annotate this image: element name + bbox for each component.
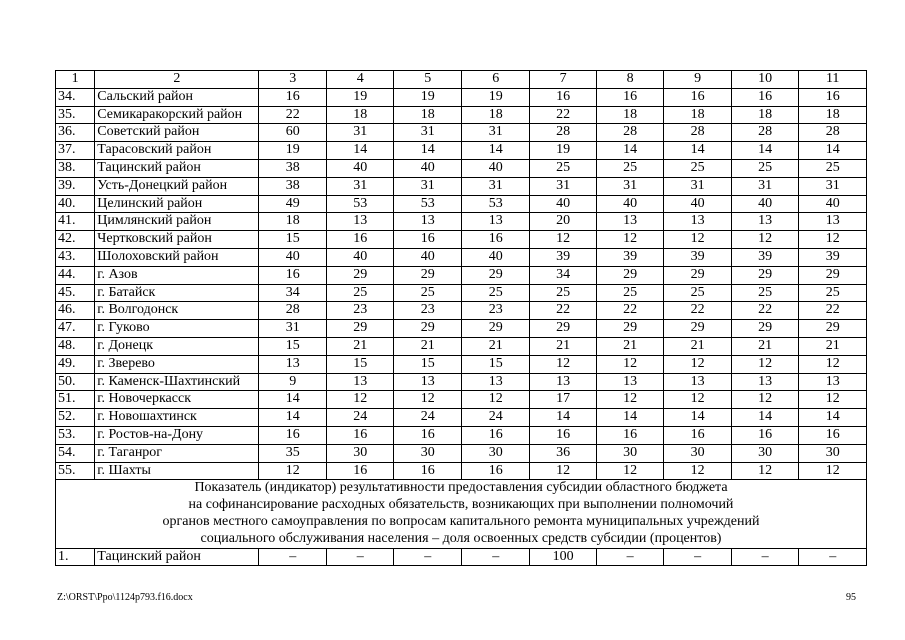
row-value: 16 bbox=[394, 462, 461, 480]
row-value: 29 bbox=[326, 266, 393, 284]
row-value: 29 bbox=[664, 320, 731, 338]
row-value: 12 bbox=[530, 462, 596, 480]
row-value: 16 bbox=[596, 426, 663, 444]
row-name: Сальский район bbox=[95, 88, 259, 106]
row-value: 60 bbox=[259, 124, 326, 142]
row-value: 12 bbox=[731, 355, 798, 373]
row-number: 37. bbox=[56, 142, 95, 160]
row-value: 53 bbox=[461, 195, 530, 213]
header-cell: 7 bbox=[530, 71, 596, 89]
row-value: 12 bbox=[664, 391, 731, 409]
row-value: 14 bbox=[664, 409, 731, 427]
row-value: 16 bbox=[461, 426, 530, 444]
row-value: 28 bbox=[259, 302, 326, 320]
row-value: 19 bbox=[326, 88, 393, 106]
row-number: 43. bbox=[56, 248, 95, 266]
row-value: 12 bbox=[731, 391, 798, 409]
row-value: – bbox=[596, 548, 663, 566]
row-value: 31 bbox=[461, 177, 530, 195]
row-name: г. Таганрог bbox=[95, 444, 259, 462]
row-value: 12 bbox=[461, 391, 530, 409]
row-value: 18 bbox=[394, 106, 461, 124]
note-line: социального обслуживания населения – доля освоенных средств субсидии (процентов) bbox=[200, 530, 722, 546]
row-value: 28 bbox=[799, 124, 867, 142]
row-value: 31 bbox=[530, 177, 596, 195]
row-name: г. Донецк bbox=[95, 337, 259, 355]
row-value: 25 bbox=[664, 159, 731, 177]
row-value: 31 bbox=[799, 177, 867, 195]
row-name: Тацинский район bbox=[95, 159, 259, 177]
row-value: 25 bbox=[731, 159, 798, 177]
row-value: 40 bbox=[731, 195, 798, 213]
row-value: 30 bbox=[664, 444, 731, 462]
row-name: Целинский район bbox=[95, 195, 259, 213]
row-value: – bbox=[394, 548, 461, 566]
header-cell: 9 bbox=[664, 71, 731, 89]
row-number: 40. bbox=[56, 195, 95, 213]
row-number: 46. bbox=[56, 302, 95, 320]
row-number: 34. bbox=[56, 88, 95, 106]
row-number: 44. bbox=[56, 266, 95, 284]
row-value: 16 bbox=[326, 462, 393, 480]
row-value: 13 bbox=[461, 213, 530, 231]
row-value: 28 bbox=[596, 124, 663, 142]
row-value: 16 bbox=[664, 426, 731, 444]
row-value: 29 bbox=[664, 266, 731, 284]
row-value: 23 bbox=[394, 302, 461, 320]
row-value: 22 bbox=[799, 302, 867, 320]
row-value: 14 bbox=[799, 142, 867, 160]
note-line: Показатель (индикатор) результативности предоставления субсидии областного бюджета bbox=[194, 480, 728, 496]
table-row bbox=[56, 462, 867, 480]
row-value: 21 bbox=[664, 337, 731, 355]
row-value: 31 bbox=[731, 177, 798, 195]
row-value: 14 bbox=[326, 142, 393, 160]
row-value: 14 bbox=[259, 391, 326, 409]
row-value: – bbox=[731, 548, 798, 566]
row-name: г. Зверево bbox=[95, 355, 259, 373]
row-number: 41. bbox=[56, 213, 95, 231]
row-number: 55. bbox=[56, 462, 95, 480]
row-value: 12 bbox=[530, 231, 596, 249]
row-value: 25 bbox=[394, 284, 461, 302]
table-row bbox=[56, 355, 867, 373]
row-value: 29 bbox=[799, 266, 867, 284]
note-row bbox=[56, 480, 867, 548]
row-value: 12 bbox=[596, 231, 663, 249]
row-value: 31 bbox=[326, 177, 393, 195]
row-name: Семикаракорский район bbox=[95, 106, 259, 124]
row-value: 12 bbox=[394, 391, 461, 409]
table-row bbox=[56, 426, 867, 444]
row-number: 38. bbox=[56, 159, 95, 177]
row-name: г. Гуково bbox=[95, 320, 259, 338]
row-value: 13 bbox=[799, 213, 867, 231]
row-value: 17 bbox=[530, 391, 596, 409]
row-value: 100 bbox=[530, 548, 596, 566]
row-value: 12 bbox=[799, 231, 867, 249]
row-value: 24 bbox=[394, 409, 461, 427]
row-value: 13 bbox=[731, 373, 798, 391]
row-name: г. Ростов-на-Дону bbox=[95, 426, 259, 444]
table-row bbox=[56, 548, 867, 566]
table-row bbox=[56, 284, 867, 302]
row-value: 24 bbox=[461, 409, 530, 427]
row-value: 39 bbox=[530, 248, 596, 266]
row-value: 14 bbox=[731, 142, 798, 160]
row-value: 14 bbox=[664, 142, 731, 160]
row-value: 23 bbox=[461, 302, 530, 320]
row-number: 45. bbox=[56, 284, 95, 302]
row-value: 31 bbox=[664, 177, 731, 195]
table-row bbox=[56, 231, 867, 249]
row-value: 15 bbox=[326, 355, 393, 373]
row-value: 19 bbox=[259, 142, 326, 160]
row-value: 14 bbox=[530, 409, 596, 427]
row-value: 53 bbox=[394, 195, 461, 213]
row-value: 21 bbox=[530, 337, 596, 355]
row-value: 40 bbox=[394, 159, 461, 177]
header-cell: 10 bbox=[731, 71, 798, 89]
table-row bbox=[56, 444, 867, 462]
row-value: 40 bbox=[530, 195, 596, 213]
row-value: 18 bbox=[259, 213, 326, 231]
row-value: 14 bbox=[596, 142, 663, 160]
row-value: 16 bbox=[259, 266, 326, 284]
row-value: 34 bbox=[259, 284, 326, 302]
row-value: 28 bbox=[731, 124, 798, 142]
indicator-note bbox=[56, 480, 867, 548]
row-value: 16 bbox=[326, 231, 393, 249]
row-number: 36. bbox=[56, 124, 95, 142]
header-cell: 8 bbox=[596, 71, 663, 89]
footer-file-path: Z:\ORST\Ppo\1124p793.f16.docx bbox=[57, 592, 193, 603]
row-value: 30 bbox=[799, 444, 867, 462]
row-value: 13 bbox=[596, 373, 663, 391]
row-name: г. Волгодонск bbox=[95, 302, 259, 320]
row-value: 28 bbox=[664, 124, 731, 142]
footer-page-number: 95 bbox=[846, 592, 856, 603]
row-number: 52. bbox=[56, 409, 95, 427]
row-value: 13 bbox=[664, 213, 731, 231]
row-value: 24 bbox=[326, 409, 393, 427]
data-table bbox=[55, 70, 867, 566]
row-value: 39 bbox=[799, 248, 867, 266]
row-value: 21 bbox=[799, 337, 867, 355]
row-value: 12 bbox=[326, 391, 393, 409]
row-value: 14 bbox=[461, 142, 530, 160]
table-row bbox=[56, 159, 867, 177]
row-value: 12 bbox=[596, 462, 663, 480]
row-value: 29 bbox=[461, 266, 530, 284]
row-value: 13 bbox=[664, 373, 731, 391]
row-name: г. Новошахтинск bbox=[95, 409, 259, 427]
row-value: 12 bbox=[799, 391, 867, 409]
row-number: 39. bbox=[56, 177, 95, 195]
row-value: 29 bbox=[326, 320, 393, 338]
row-value: 16 bbox=[461, 231, 530, 249]
table-row bbox=[56, 373, 867, 391]
row-name: Советский район bbox=[95, 124, 259, 142]
row-value: 29 bbox=[596, 266, 663, 284]
header-cell: 5 bbox=[394, 71, 461, 89]
row-value: 29 bbox=[461, 320, 530, 338]
row-value: 19 bbox=[530, 142, 596, 160]
row-name: г. Каменск-Шахтинский bbox=[95, 373, 259, 391]
header-cell: 1 bbox=[56, 71, 95, 89]
row-value: 19 bbox=[394, 88, 461, 106]
row-value: 38 bbox=[259, 159, 326, 177]
row-value: 21 bbox=[731, 337, 798, 355]
row-value: 39 bbox=[596, 248, 663, 266]
row-value: 25 bbox=[731, 284, 798, 302]
row-value: 40 bbox=[664, 195, 731, 213]
row-value: 31 bbox=[461, 124, 530, 142]
row-number: 35. bbox=[56, 106, 95, 124]
row-value: 14 bbox=[259, 409, 326, 427]
row-number: 49. bbox=[56, 355, 95, 373]
row-value: 13 bbox=[461, 373, 530, 391]
row-value: 18 bbox=[326, 106, 393, 124]
row-value: 29 bbox=[799, 320, 867, 338]
row-value: 13 bbox=[326, 373, 393, 391]
row-value: 21 bbox=[461, 337, 530, 355]
row-value: 25 bbox=[799, 159, 867, 177]
row-number: 42. bbox=[56, 231, 95, 249]
row-value: 38 bbox=[259, 177, 326, 195]
row-value: 31 bbox=[259, 320, 326, 338]
row-value: 22 bbox=[259, 106, 326, 124]
row-value: – bbox=[326, 548, 393, 566]
row-value: 53 bbox=[326, 195, 393, 213]
row-name: Чертковский район bbox=[95, 231, 259, 249]
row-value: 13 bbox=[394, 213, 461, 231]
table-row bbox=[56, 391, 867, 409]
row-value: 16 bbox=[530, 426, 596, 444]
row-number: 1. bbox=[56, 548, 95, 566]
table-row bbox=[56, 142, 867, 160]
row-value: 18 bbox=[461, 106, 530, 124]
note-line: на софинансирование расходных обязательств, возникающих при выполнении полномочий bbox=[188, 497, 734, 513]
table-row bbox=[56, 409, 867, 427]
row-value: 12 bbox=[596, 391, 663, 409]
row-value: 15 bbox=[259, 231, 326, 249]
table-row bbox=[56, 106, 867, 124]
row-value: 21 bbox=[394, 337, 461, 355]
row-value: 39 bbox=[664, 248, 731, 266]
row-number: 47. bbox=[56, 320, 95, 338]
header-row bbox=[56, 71, 867, 89]
row-name: г. Батайск bbox=[95, 284, 259, 302]
row-value: 15 bbox=[259, 337, 326, 355]
row-value: 15 bbox=[461, 355, 530, 373]
table-row bbox=[56, 195, 867, 213]
row-value: 30 bbox=[731, 444, 798, 462]
row-value: 14 bbox=[799, 409, 867, 427]
row-value: 31 bbox=[326, 124, 393, 142]
row-value: 14 bbox=[596, 409, 663, 427]
table-row bbox=[56, 337, 867, 355]
row-value: 40 bbox=[799, 195, 867, 213]
row-value: 15 bbox=[394, 355, 461, 373]
table-row bbox=[56, 248, 867, 266]
row-name: Усть-Донецкий район bbox=[95, 177, 259, 195]
row-value: 40 bbox=[596, 195, 663, 213]
table-row bbox=[56, 177, 867, 195]
row-value: 16 bbox=[596, 88, 663, 106]
row-value: 35 bbox=[259, 444, 326, 462]
row-value: 40 bbox=[259, 248, 326, 266]
row-value: 19 bbox=[461, 88, 530, 106]
row-name: г. Шахты bbox=[95, 462, 259, 480]
row-value: 34 bbox=[530, 266, 596, 284]
row-value: 22 bbox=[731, 302, 798, 320]
row-number: 53. bbox=[56, 426, 95, 444]
note-line: органов местного самоуправления по вопросам капитального ремонта муниципальных учреждений bbox=[162, 513, 760, 529]
row-value: 20 bbox=[530, 213, 596, 231]
row-value: 16 bbox=[326, 426, 393, 444]
row-value: 16 bbox=[461, 462, 530, 480]
row-value: – bbox=[259, 548, 326, 566]
table-row bbox=[56, 320, 867, 338]
row-value: 25 bbox=[799, 284, 867, 302]
row-value: 13 bbox=[731, 213, 798, 231]
row-value: 14 bbox=[394, 142, 461, 160]
row-value: – bbox=[664, 548, 731, 566]
row-number: 50. bbox=[56, 373, 95, 391]
row-value: 40 bbox=[461, 159, 530, 177]
row-value: 29 bbox=[596, 320, 663, 338]
row-value: 18 bbox=[596, 106, 663, 124]
row-value: 40 bbox=[461, 248, 530, 266]
row-value: 30 bbox=[394, 444, 461, 462]
row-value: 29 bbox=[530, 320, 596, 338]
row-value: 16 bbox=[731, 426, 798, 444]
row-value: 12 bbox=[731, 231, 798, 249]
row-value: 18 bbox=[799, 106, 867, 124]
row-value: 13 bbox=[799, 373, 867, 391]
row-value: 25 bbox=[596, 284, 663, 302]
row-value: 25 bbox=[596, 159, 663, 177]
row-number: 54. bbox=[56, 444, 95, 462]
row-value: 29 bbox=[731, 320, 798, 338]
row-value: 12 bbox=[799, 462, 867, 480]
row-value: 12 bbox=[664, 355, 731, 373]
row-name: Тацинский район bbox=[95, 548, 259, 566]
table-row bbox=[56, 302, 867, 320]
row-value: 49 bbox=[259, 195, 326, 213]
row-value: 25 bbox=[326, 284, 393, 302]
row-value: 25 bbox=[461, 284, 530, 302]
header-cell: 11 bbox=[799, 71, 867, 89]
row-value: 22 bbox=[530, 106, 596, 124]
row-name: г. Новочеркасск bbox=[95, 391, 259, 409]
row-value: 13 bbox=[259, 355, 326, 373]
row-value: 39 bbox=[731, 248, 798, 266]
row-value: 16 bbox=[799, 88, 867, 106]
row-value: – bbox=[799, 548, 867, 566]
row-value: 30 bbox=[596, 444, 663, 462]
row-value: 29 bbox=[394, 320, 461, 338]
row-value: 28 bbox=[530, 124, 596, 142]
row-value: 40 bbox=[326, 248, 393, 266]
row-value: 13 bbox=[326, 213, 393, 231]
row-value: 16 bbox=[259, 88, 326, 106]
row-value: 13 bbox=[394, 373, 461, 391]
row-value: 21 bbox=[596, 337, 663, 355]
row-value: 22 bbox=[664, 302, 731, 320]
row-value: 12 bbox=[596, 355, 663, 373]
header-cell: 6 bbox=[461, 71, 530, 89]
row-value: 12 bbox=[664, 462, 731, 480]
row-value: 12 bbox=[530, 355, 596, 373]
header-cell: 4 bbox=[326, 71, 393, 89]
row-value: 12 bbox=[731, 462, 798, 480]
row-value: 18 bbox=[664, 106, 731, 124]
header-cell: 2 bbox=[95, 71, 259, 89]
row-value: 29 bbox=[731, 266, 798, 284]
row-value: 22 bbox=[596, 302, 663, 320]
row-value: 29 bbox=[394, 266, 461, 284]
row-value: 23 bbox=[326, 302, 393, 320]
table-row bbox=[56, 124, 867, 142]
row-value: 13 bbox=[530, 373, 596, 391]
row-value: 16 bbox=[530, 88, 596, 106]
row-name: Шолоховский район bbox=[95, 248, 259, 266]
row-value: 16 bbox=[799, 426, 867, 444]
table-row bbox=[56, 266, 867, 284]
row-value: 31 bbox=[394, 124, 461, 142]
row-number: 48. bbox=[56, 337, 95, 355]
row-number: 51. bbox=[56, 391, 95, 409]
table-row bbox=[56, 213, 867, 231]
row-value: – bbox=[461, 548, 530, 566]
row-value: 12 bbox=[664, 231, 731, 249]
row-value: 40 bbox=[326, 159, 393, 177]
row-value: 16 bbox=[731, 88, 798, 106]
row-value: 40 bbox=[394, 248, 461, 266]
row-value: 36 bbox=[530, 444, 596, 462]
row-value: 30 bbox=[461, 444, 530, 462]
row-value: 25 bbox=[664, 284, 731, 302]
row-value: 16 bbox=[394, 231, 461, 249]
row-value: 14 bbox=[731, 409, 798, 427]
row-value: 12 bbox=[259, 462, 326, 480]
row-value: 25 bbox=[530, 284, 596, 302]
row-name: г. Азов bbox=[95, 266, 259, 284]
row-name: Тарасовский район bbox=[95, 142, 259, 160]
row-name: Цимлянский район bbox=[95, 213, 259, 231]
header-cell: 3 bbox=[259, 71, 326, 89]
row-value: 16 bbox=[259, 426, 326, 444]
row-value: 12 bbox=[799, 355, 867, 373]
row-value: 31 bbox=[596, 177, 663, 195]
row-value: 25 bbox=[530, 159, 596, 177]
row-value: 30 bbox=[326, 444, 393, 462]
row-value: 9 bbox=[259, 373, 326, 391]
row-value: 22 bbox=[530, 302, 596, 320]
row-value: 16 bbox=[664, 88, 731, 106]
row-value: 21 bbox=[326, 337, 393, 355]
row-value: 13 bbox=[596, 213, 663, 231]
row-value: 31 bbox=[394, 177, 461, 195]
row-value: 18 bbox=[731, 106, 798, 124]
table-row bbox=[56, 88, 867, 106]
row-value: 16 bbox=[394, 426, 461, 444]
